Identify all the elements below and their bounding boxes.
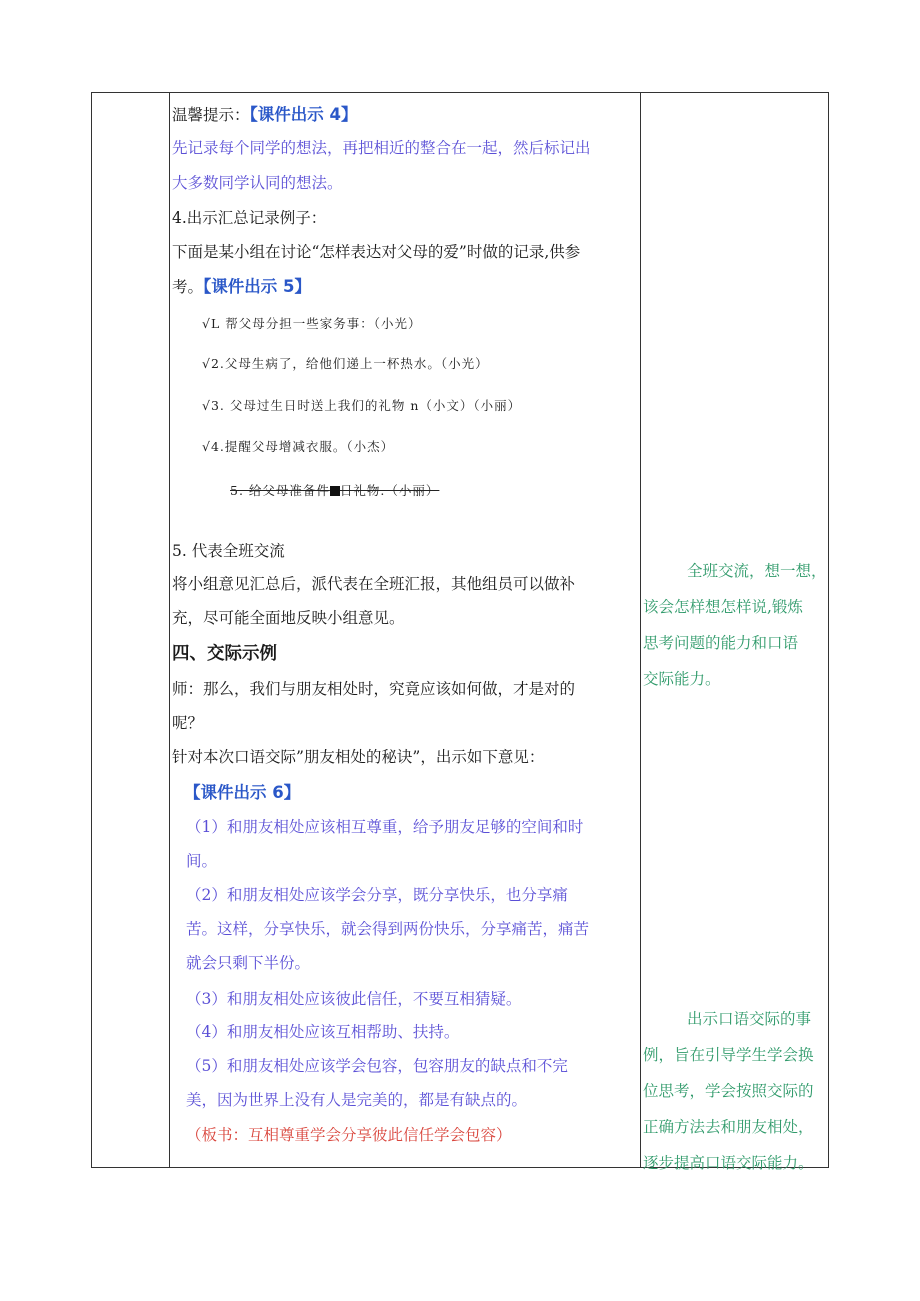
note-line: 全班交流，想一想，	[687, 562, 827, 580]
record-item: √2.父母生病了，给他们递上一杯热水。（小光）	[202, 356, 489, 371]
lesson-table	[91, 92, 829, 1172]
note-line: 位思考，学会按照交际的	[643, 1082, 814, 1100]
courseware-badge: 【课件出示 5】	[203, 277, 311, 296]
step4-text	[172, 273, 311, 297]
column-divider	[640, 93, 641, 1167]
note-line: 例，旨在引导学生学会换	[643, 1046, 814, 1064]
record-text: 5. 给父母准备件	[230, 483, 330, 498]
advice-item: 间。	[186, 852, 218, 870]
step4-title: 4.出示汇总记录例子：	[172, 209, 327, 227]
note-line: 出示口语交际的事	[687, 1010, 812, 1028]
step5-title: 5. 代表全班交流	[172, 542, 285, 560]
advice-item: （3）和朋友相处应该彼此信任，不要互相猜疑。	[186, 990, 522, 1008]
note-line: 交际能力。	[643, 670, 721, 688]
step5-text: 充，尽可能全面地反映小组意见。	[172, 609, 405, 627]
teacher-text: 师：那么，我们与朋友相处时，究竟应该如何做，才是对的	[172, 680, 576, 698]
step4-text-end: 考。	[172, 278, 204, 296]
step5-text: 将小组意见汇总后，派代表在全班汇报，其他组员可以做补	[172, 575, 576, 593]
advice-item: 苦。这样，分享快乐，就会得到两份快乐，分享痛苦，痛苦	[186, 920, 590, 938]
record-item: √L 帮父母分担一些家务事：（小光）	[202, 316, 422, 331]
note-line: 逐步提高口语交际能力。	[643, 1154, 814, 1172]
courseware-badge: 【课件出示 6】	[184, 783, 301, 802]
tip-text: 大多数同学认同的想法。	[172, 174, 343, 192]
design-note	[643, 1001, 828, 1181]
courseware-badge: 【课件出示 4】	[249, 105, 358, 124]
intro-text: 针对本次口语交际”朋友相处的秘诀”，出示如下意见：	[172, 748, 545, 766]
section-heading: 四、交际示例	[172, 644, 277, 664]
step4-text: 下面是某小组在讨论“怎样表达对父母的爱”时做的记录,供参	[172, 243, 581, 261]
teacher-text: 呢？	[172, 714, 204, 732]
note-line: 思考问题的能力和口语	[643, 634, 799, 652]
column-divider	[169, 93, 170, 1167]
record-text: 日礼物.（小丽）	[339, 483, 440, 498]
redaction-block	[330, 486, 340, 496]
tip-text: 先记录每个同学的想法，再把相近的整合在一起，然后标记出	[172, 139, 591, 157]
advice-item: 就会只剩下半份。	[186, 954, 311, 972]
blackboard-note: （板书：互相尊重学会分享彼此信任学会包容）	[186, 1126, 512, 1144]
note-line: 该会怎样想怎样说,锻炼	[643, 598, 803, 616]
advice-item: （1）和朋友相处应该相互尊重，给予朋友足够的空间和时	[186, 818, 584, 836]
advice-item: （2）和朋友相处应该学会分享，既分享快乐，也分享痛	[186, 886, 568, 904]
advice-item: （4）和朋友相处应该互相帮助、扶持。	[186, 1023, 460, 1041]
advice-item: （5）和朋友相处应该学会包容，包容朋友的缺点和不完	[186, 1057, 568, 1075]
record-item: √3. 父母过生日时送上我们的礼物 n（小文）（小丽）	[202, 398, 522, 413]
tip-label: 温馨提示：	[172, 106, 250, 124]
advice-item: 美，因为世界上没有人是完美的，都是有缺点的。	[186, 1091, 528, 1109]
design-note	[643, 553, 828, 697]
note-line: 正确方法去和朋友相处，	[643, 1118, 814, 1136]
tip-line	[172, 101, 358, 125]
record-item: √4.提醒父母增减衣服。（小杰）	[202, 439, 395, 454]
record-item-struck	[230, 481, 439, 499]
